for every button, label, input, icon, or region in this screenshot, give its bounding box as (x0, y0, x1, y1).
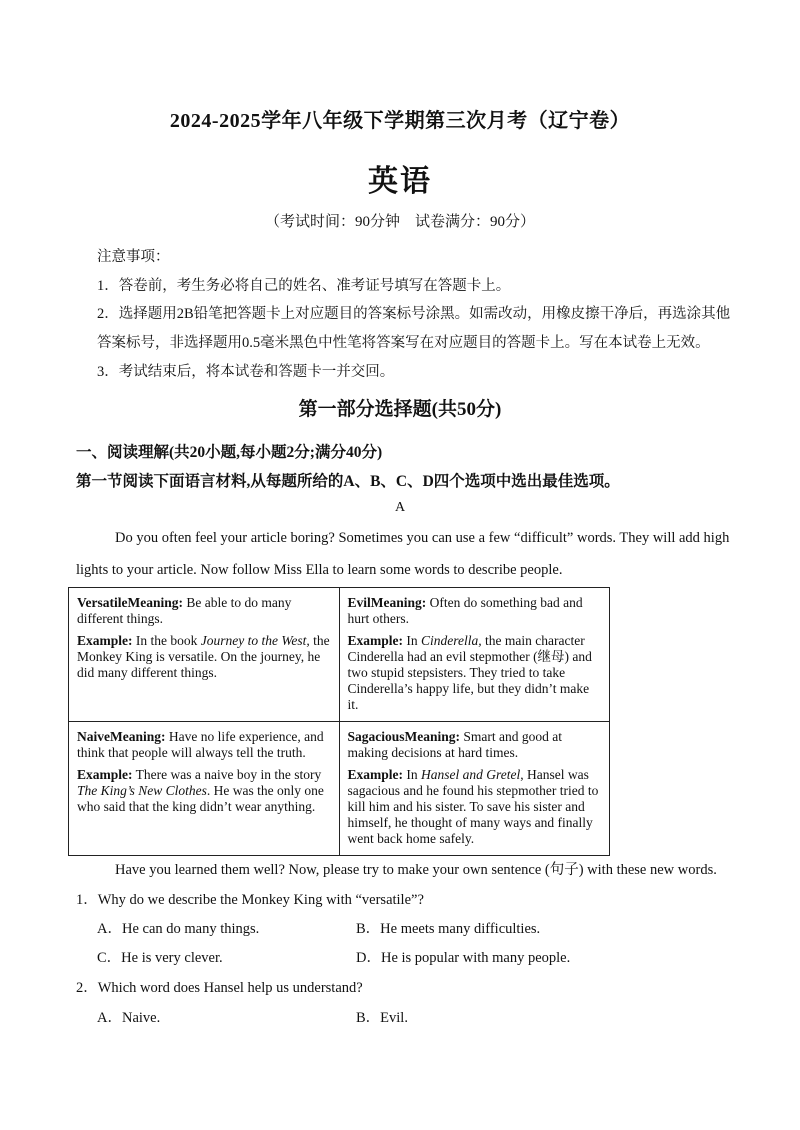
vocab-cell-versatile (69, 588, 340, 722)
book-title: Hansel and Gretel (421, 767, 521, 782)
vocab-cell-sagacious (339, 722, 610, 856)
passage-intro-line-2: lights to your article. Now follow Miss Ella to learn some words to describe people. (76, 562, 563, 578)
vocab-word: NaiveMeaning: (77, 729, 166, 744)
book-title: Cinderella, (421, 633, 482, 648)
example-label: Example: (347, 767, 403, 782)
note-item-1: 1．答卷前，考生务必将自己的姓名、准考证号填写在答题卡上。 (97, 278, 511, 294)
exam-title: 2024-2025学年八年级下学期第三次月考（辽宁卷） (169, 110, 631, 132)
vocab-meaning: Be able to do many different things. (77, 595, 292, 626)
vocab-meaning: Often do something bad and hurt others. (347, 595, 583, 626)
note-item-3: 3．考试结束后，将本试卷和答题卡一并交回。 (97, 364, 395, 380)
example-text: In (403, 633, 421, 648)
example-text: In (403, 767, 421, 782)
example-text: the Monkey King is versatile. On the journey, he did many different things. (77, 633, 330, 680)
vocab-word: EvilMeaning: (347, 595, 427, 610)
book-title: Journey to the West, (200, 633, 310, 648)
example-text: In the book (132, 633, 201, 648)
example-text: . He was the only one who said that the king didn’t wear anything. (77, 783, 324, 814)
example-text: There was a naive boy in the story (132, 767, 322, 782)
question-1-option-c[interactable]: C．He is very clever. (97, 950, 223, 966)
vocab-word: VersatileMeaning: (77, 595, 183, 610)
note-item-2-continued: 答案标号，非选择题用0.5毫米黑色中性笔将答案写在对应题目的答题卡上。写在本试卷上无效。 (97, 335, 710, 351)
notes-heading: 注意事项： (97, 249, 170, 265)
part-heading: 一、阅读理解(共20小题,每小题2分;满分40分) (76, 444, 383, 461)
question-2-option-b[interactable]: B．Evil. (356, 1010, 408, 1026)
example-label: Example: (77, 633, 133, 648)
part-instruction: 第一节阅读下面语言材料,从每题所给的A、B、C、D四个选项中选出最佳选项。 (76, 473, 620, 490)
vocab-cell-naive (69, 722, 340, 856)
vocab-cell-evil (339, 588, 610, 722)
question-1-option-b[interactable]: B．He meets many difficulties. (356, 921, 541, 937)
vocab-word: SagaciousMeaning: (347, 729, 461, 744)
passage-closing: Have you learned them well? Now, please try to make your own sentence (句子) with these new words. (115, 862, 717, 878)
example-label: Example: (77, 767, 133, 782)
exam-info: （考试时间：90分钟 试卷满分：90分） (264, 214, 535, 230)
passage-letter: A (394, 500, 406, 515)
example-text: , Hansel was sagacious and he found his stepmother tried to kill him and his sister. To save his sister and himself, he thought of many ways and finally went back home safely. (347, 767, 599, 846)
vocab-meaning: Smart and good at making decisions at hard times. (347, 729, 562, 760)
example-label: Example: (347, 633, 403, 648)
question-2-option-a[interactable]: A．Naive. (97, 1010, 161, 1026)
book-title: The King’s New Clothes (77, 783, 207, 798)
example-text: the main character Cinderella had an evil stepmother (继母) and two stupid stepsisters. They tried to take Cinderella’s happy life, but they didn’t make it. (347, 633, 592, 712)
question-1-option-a[interactable]: A．He can do many things. (97, 921, 260, 937)
note-item-2: 2．选择题用2B铅笔把答题卡上对应题目的答案标号涂黑。如需改动，用橡皮擦干净后，再选涂其他 (97, 306, 731, 322)
vocab-meaning: Have no life experience, and think that people will always tell the truth. (77, 729, 324, 760)
section-title: 第一部分选择题(共50分) (298, 399, 502, 420)
passage-intro-line-1: Do you often feel your article boring? Sometimes you can use a few “difficult” words. They will add high (115, 530, 730, 546)
vocabulary-table (68, 587, 610, 856)
question-1-stem: 1．Why do we describe the Monkey King with “versatile”? (76, 892, 424, 908)
question-2-stem: 2．Which word does Hansel help us understand? (76, 980, 363, 996)
subject-title: 英语 (368, 165, 432, 198)
question-1-option-d[interactable]: D．He is popular with many people. (356, 950, 571, 966)
